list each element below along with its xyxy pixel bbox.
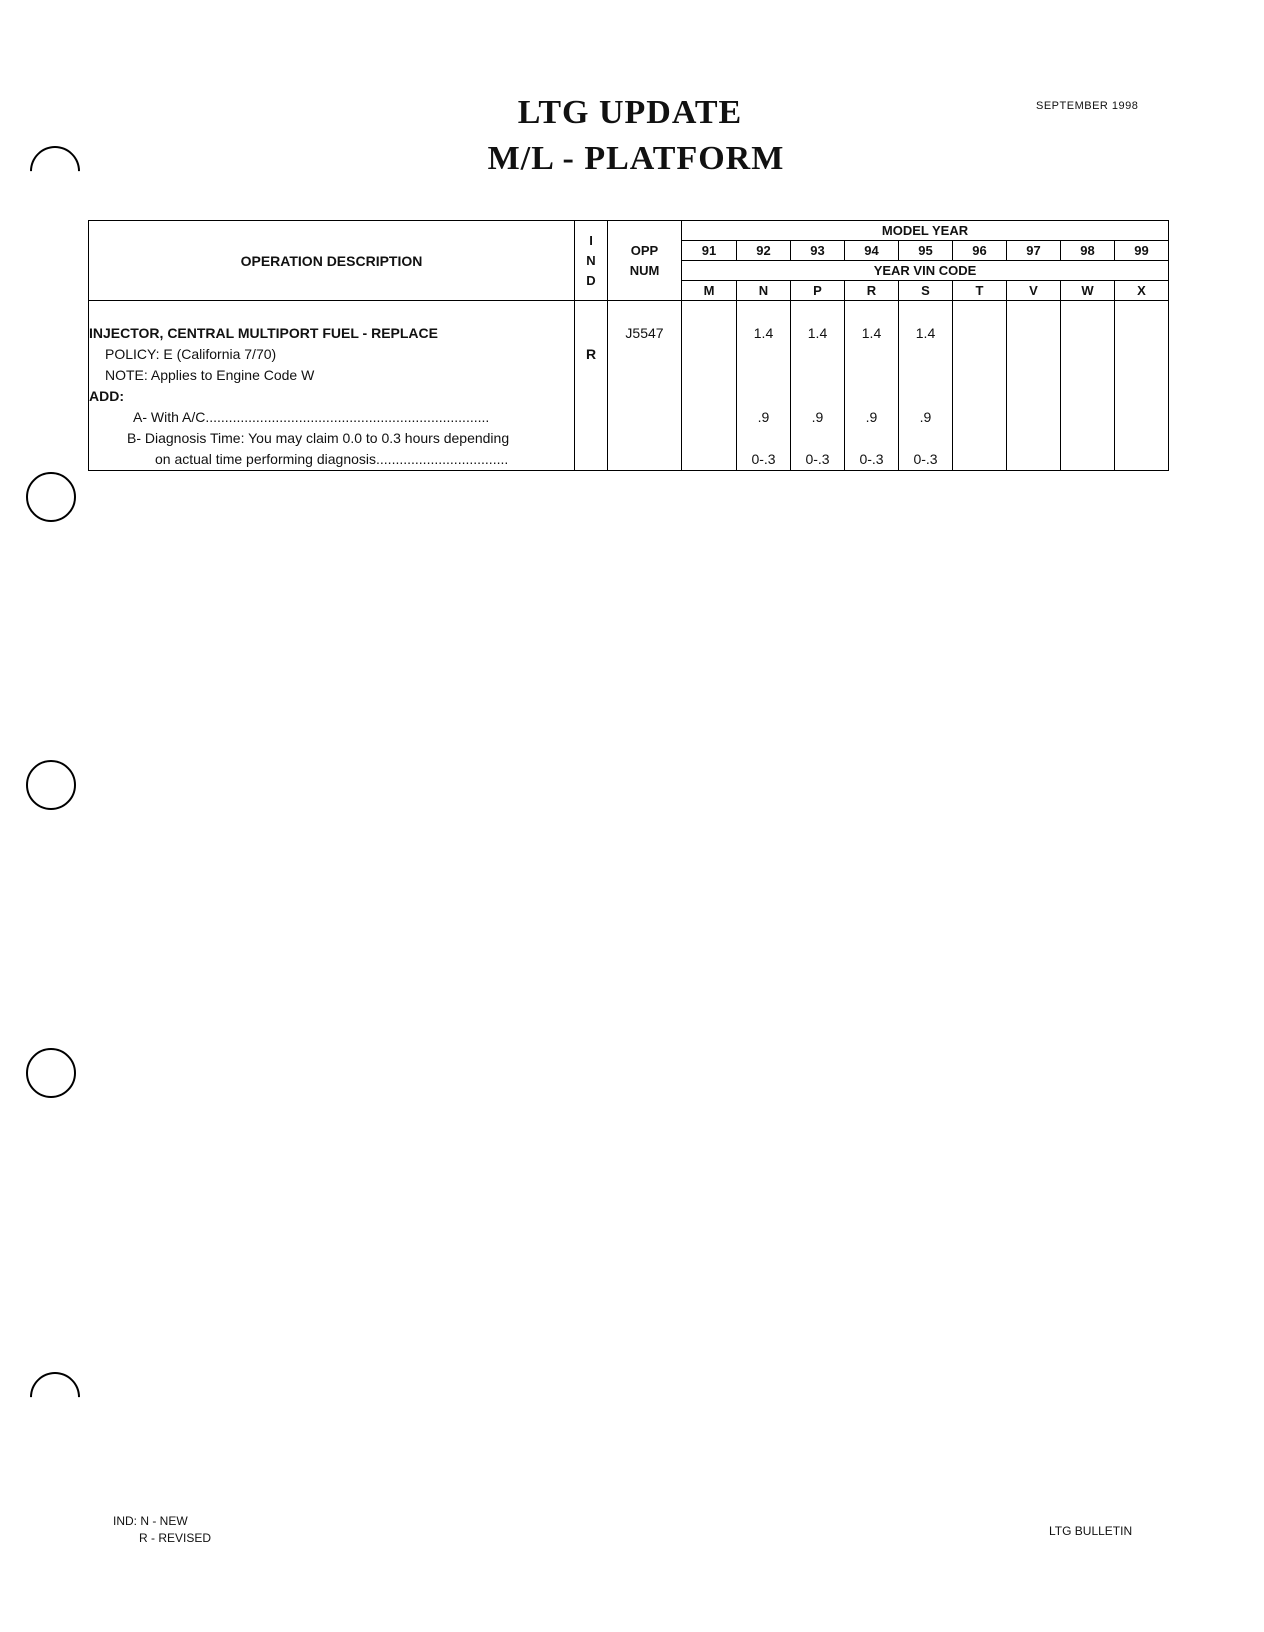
value-cell-91 <box>682 301 737 471</box>
header-opp: OPP <box>630 243 659 258</box>
header-ind-n: N <box>586 252 596 268</box>
vin-code-cell: V <box>1007 281 1061 301</box>
operation-add-a: A- With A/C......................................................................... <box>133 409 490 425</box>
base-value <box>1007 323 1060 344</box>
base-value <box>1115 323 1168 344</box>
operation-add-label: ADD: <box>89 388 124 404</box>
vin-code-cell: W <box>1061 281 1115 301</box>
ac-value: .9 <box>865 409 878 425</box>
diag-value: 0-.3 <box>751 451 776 467</box>
header-ind <box>575 221 608 301</box>
year-cell: 95 <box>899 241 953 261</box>
diag-value <box>682 449 736 470</box>
operation-description-cell <box>89 301 575 471</box>
ind-value: R <box>585 346 597 362</box>
year-cell: 96 <box>953 241 1007 261</box>
base-value: 1.4 <box>807 325 828 341</box>
ac-value: .9 <box>757 409 770 425</box>
date-label: SEPTEMBER 1998 <box>1036 100 1139 112</box>
punch-hole-icon <box>26 1048 76 1098</box>
year-cell: 91 <box>682 241 737 261</box>
value-cell-94 <box>845 301 899 471</box>
value-cell-96 <box>953 301 1007 471</box>
header-num: NUM <box>629 263 660 278</box>
page-title-line1: LTG UPDATE <box>517 94 743 131</box>
vin-code-cell: S <box>899 281 953 301</box>
base-value: 1.4 <box>915 325 936 341</box>
page-title-line2: M/L - PLATFORM <box>487 140 785 177</box>
operation-add-b2: on actual time performing diagnosis.................................. <box>155 451 509 467</box>
punch-hole-icon <box>26 472 76 522</box>
operation-note: NOTE: Applies to Engine Code W <box>105 367 315 383</box>
punch-hole-icon <box>20 1362 91 1433</box>
diag-value: 0-.3 <box>913 451 938 467</box>
bulletin-label: LTG BULLETIN <box>1049 1524 1133 1538</box>
header-operation-description: OPERATION DESCRIPTION <box>89 221 575 301</box>
year-cell: 97 <box>1007 241 1061 261</box>
header-ind-i: I <box>589 232 593 248</box>
operation-policy: POLICY: E (California 7/70) <box>105 346 277 362</box>
ac-value: .9 <box>811 409 824 425</box>
ac-value <box>682 407 736 428</box>
year-cell: 99 <box>1115 241 1169 261</box>
value-cell-92 <box>737 301 791 471</box>
punch-hole-icon <box>26 760 76 810</box>
ac-value: .9 <box>919 409 932 425</box>
vin-code-cell: P <box>791 281 845 301</box>
base-value <box>953 323 1006 344</box>
base-value: 1.4 <box>861 325 882 341</box>
vin-code-cell: N <box>737 281 791 301</box>
vin-code-cell: X <box>1115 281 1169 301</box>
year-cell: 92 <box>737 241 791 261</box>
year-cell: 93 <box>791 241 845 261</box>
base-value <box>682 323 736 344</box>
base-value <box>1061 323 1114 344</box>
value-cell-95 <box>899 301 953 471</box>
labor-time-table <box>88 220 1169 471</box>
diag-value: 0-.3 <box>805 451 830 467</box>
header-year-vin-code: YEAR VIN CODE <box>682 261 1169 281</box>
value-cell-99 <box>1115 301 1169 471</box>
ind-cell <box>575 301 608 471</box>
vin-code-cell: R <box>845 281 899 301</box>
value-cell-97 <box>1007 301 1061 471</box>
header-ind-d: D <box>586 272 596 288</box>
year-cell: 98 <box>1061 241 1115 261</box>
operation-add-b1: B- Diagnosis Time: You may claim 0.0 to 0.3 hours depending <box>127 430 510 446</box>
base-value: 1.4 <box>753 325 774 341</box>
opp-num-value: J5547 <box>625 325 664 341</box>
diag-value: 0-.3 <box>859 451 884 467</box>
year-cell: 94 <box>845 241 899 261</box>
value-cell-93 <box>791 301 845 471</box>
ind-legend-revised: R - REVISED <box>139 1531 212 1545</box>
opp-num-cell <box>608 301 682 471</box>
header-opp-num <box>608 221 682 301</box>
vin-code-cell: T <box>953 281 1007 301</box>
value-cell-98 <box>1061 301 1115 471</box>
header-model-year: MODEL YEAR <box>682 221 1169 241</box>
ind-legend-new: IND: N - NEW <box>113 1514 188 1528</box>
ind-legend <box>113 1513 211 1547</box>
operation-title: INJECTOR, CENTRAL MULTIPORT FUEL - REPLACE <box>89 325 438 341</box>
vin-code-cell: M <box>682 281 737 301</box>
